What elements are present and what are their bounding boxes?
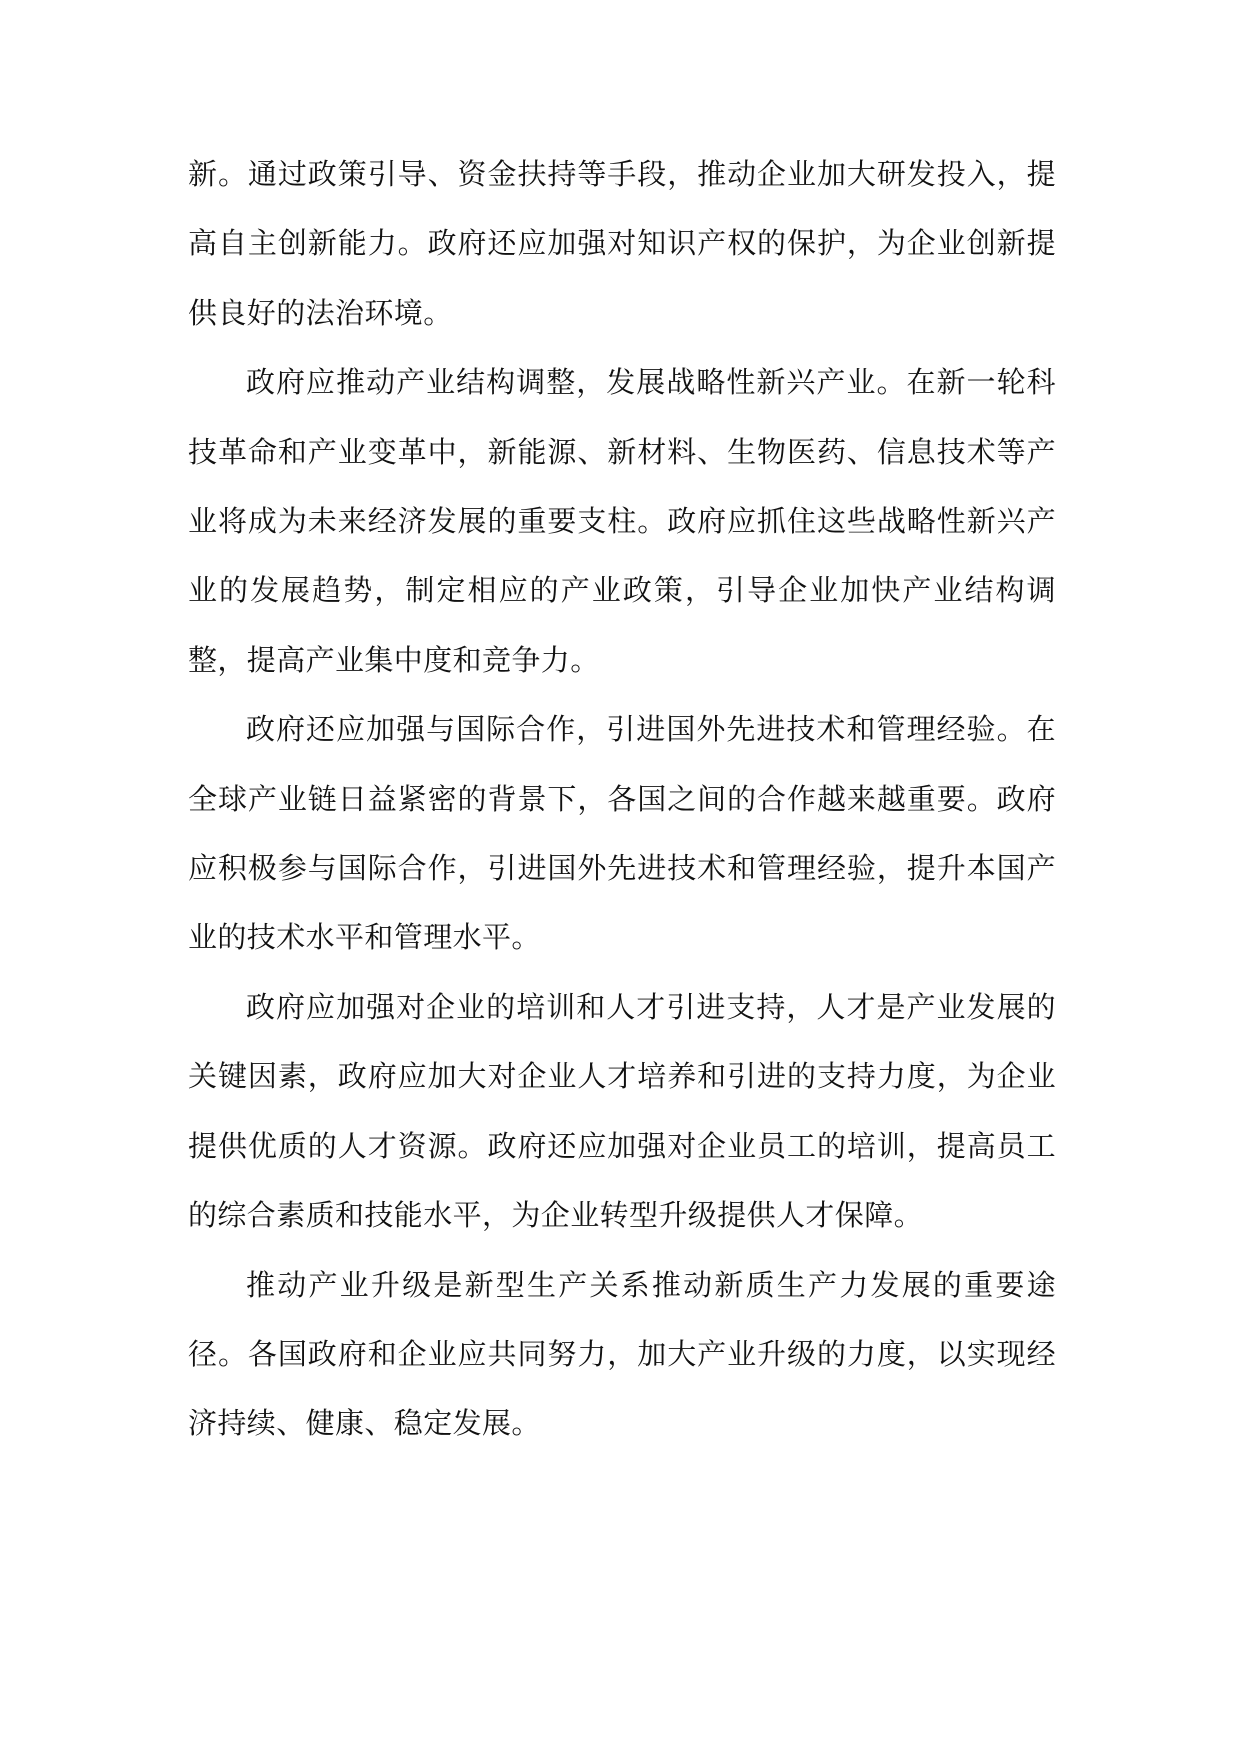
document-body — [188, 140, 1056, 1459]
paragraph-2: 政府应推动产业结构调整，发展战略性新兴产业。在新一轮科技革命和产业变革中，新能源、新材料、生物医药、信息技术等产业将成为未来经济发展的重要支柱。政府应抓住这些战略性新兴产业的发展趋势，制定相应的产业政策，引导企业加快产业结构调整，提高产业集中度和竞争力。 — [188, 365, 1056, 677]
paragraph-5: 推动产业升级是新型生产关系推动新质生产力发展的重要途径。各国政府和企业应共同努力，加大产业升级的力度，以实现经济持续、健康、稳定发展。 — [188, 1267, 1056, 1441]
paragraph-4: 政府应加强对企业的培训和人才引进支持，人才是产业发展的关键因素，政府应加大对企业人才培养和引进的支持力度，为企业提供优质的人才资源。政府还应加强对企业员工的培训，提高员工的综合素质和技能水平，为企业转型升级提供人才保障。 — [188, 989, 1056, 1233]
paragraph-1: 新。通过政策引导、资金扶持等手段，推动企业加大研发投入，提高自主创新能力。政府还应加强对知识产权的保护，为企业创新提供良好的法治环境。 — [188, 157, 1056, 330]
paragraph-3: 政府还应加强与国际合作，引进国外先进技术和管理经验。在全球产业链日益紧密的背景下，各国之间的合作越来越重要。政府应积极参与国际合作，引进国外先进技术和管理经验，提升本国产业的技术水平和管理水平。 — [188, 712, 1056, 955]
